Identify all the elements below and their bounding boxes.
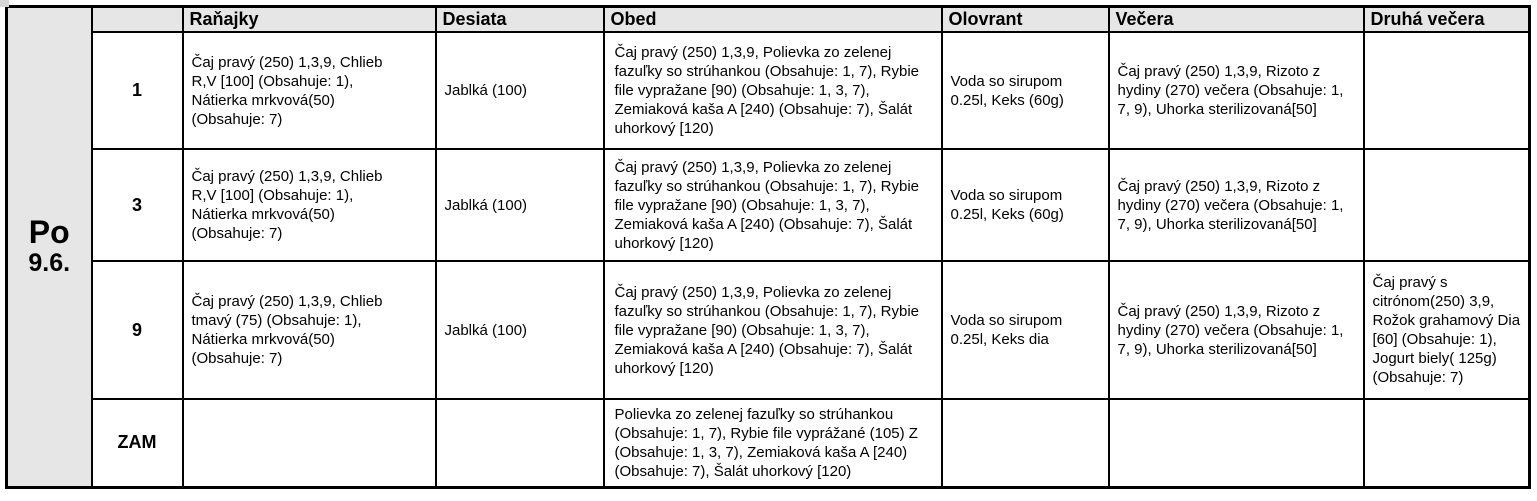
header-obed: Obed <box>604 7 942 33</box>
meal-cell-desiata-zam <box>436 399 604 487</box>
meal-cell-vecera-zam <box>1109 399 1364 487</box>
meal-cell-vecera-9: Čaj pravý (250) 1,3,9, Rizoto z hydiny (270) večera (Obsahuje: 1, 7, 9), Uhorka sterilizovaná[50] <box>1109 261 1364 399</box>
header-ranajky: Raňajky <box>183 7 436 33</box>
meal-cell-ranajky-zam <box>183 399 436 487</box>
meal-cell-vecera-3: Čaj pravý (250) 1,3,9, Rizoto z hydiny (270) večera (Obsahuje: 1, 7, 9), Uhorka sterilizovaná[50] <box>1109 149 1364 261</box>
meal-cell-druha-vecera-3 <box>1364 149 1530 261</box>
meal-cell-desiata-3: Jablká (100) <box>436 149 604 261</box>
header-druha-vecera: Druhá večera <box>1364 7 1530 33</box>
meal-cell-ranajky-3: Čaj pravý (250) 1,3,9, Chlieb R,V [100] (Obsahuje: 1), Nátierka mrkvová(50) (Obsahuje: 7) <box>183 149 436 261</box>
diet-row-9 <box>7 261 1530 399</box>
meal-cell-obed-zam: Polievka zo zelenej fazuľky so strúhankou (Obsahuje: 1, 7), Rybie file vyprážané (105) Z (Obsahuje: 1, 3, 7), Zemiaková kaša A [240) (Obsahuje: 7), Šalát uhorkový [120) <box>604 399 942 487</box>
header-desiata: Desiata <box>436 7 604 33</box>
diet-label-9: 9 <box>92 261 183 399</box>
page-corner-artifact <box>0 0 9 7</box>
meal-plan-table <box>5 5 1531 489</box>
header-blank <box>92 7 183 33</box>
meal-cell-olovrant-1: Voda so sirupom 0.25l, Keks (60g) <box>942 32 1109 149</box>
meal-cell-olovrant-zam <box>942 399 1109 487</box>
meal-cell-obed-1: Čaj pravý (250) 1,3,9, Polievka zo zelenej fazuľky so strúhankou (Obsahuje: 1, 7), Rybie file vypražane [90) (Obsahuje: 1, 3, 7), Zemiaková kaša A [240) (Obsahuje: 7), Šalát uhorkový [120) <box>604 32 942 149</box>
day-abbreviation: Po <box>28 213 70 250</box>
meal-cell-obed-3: Čaj pravý (250) 1,3,9, Polievka zo zelenej fazuľky so strúhankou (Obsahuje: 1, 7), Rybie file vypražane [90) (Obsahuje: 1, 3, 7), Zemiaková kaša A [240) (Obsahuje: 7), Šalát uhorkový [120) <box>604 149 942 261</box>
diet-row-zam <box>7 399 1530 487</box>
day-cell <box>7 7 92 488</box>
diet-label-zam: ZAM <box>92 399 183 487</box>
meal-cell-vecera-1: Čaj pravý (250) 1,3,9, Rizoto z hydiny (270) večera (Obsahuje: 1, 7, 9), Uhorka sterilizovaná[50] <box>1109 32 1364 149</box>
day-date: 9.6. <box>28 248 71 277</box>
diet-label-1: 1 <box>92 32 183 149</box>
meal-cell-olovrant-3: Voda so sirupom 0.25l, Keks (60g) <box>942 149 1109 261</box>
meal-cell-obed-9: Čaj pravý (250) 1,3,9, Polievka zo zelenej fazuľky so strúhankou (Obsahuje: 1, 7), Rybie file vypražane [90) (Obsahuje: 1, 3, 7), Zemiaková kaša A [240) (Obsahuje: 7), Šalát uhorkový [120) <box>604 261 942 399</box>
header-row <box>7 7 1530 33</box>
meal-cell-druha-vecera-9: Čaj pravý s citrónom(250) 3,9, Rožok grahamový Dia [60] (Obsahuje: 1), Jogurt biely( 125g) (Obsahuje: 7) <box>1364 261 1530 399</box>
meal-cell-druha-vecera-1 <box>1364 32 1530 149</box>
meal-cell-druha-vecera-zam <box>1364 399 1530 487</box>
meal-cell-olovrant-9: Voda so sirupom 0.25l, Keks dia <box>942 261 1109 399</box>
diet-row-3 <box>7 149 1530 261</box>
meal-cell-desiata-1: Jablká (100) <box>436 32 604 149</box>
diet-label-3: 3 <box>92 149 183 261</box>
header-vecera: Večera <box>1109 7 1364 33</box>
meal-cell-desiata-9: Jablká (100) <box>436 261 604 399</box>
diet-row-1 <box>7 32 1530 149</box>
meal-cell-ranajky-9: Čaj pravý (250) 1,3,9, Chlieb tmavý (75) (Obsahuje: 1), Nátierka mrkvová(50) (Obsahuje: 7) <box>183 261 436 399</box>
header-olovrant: Olovrant <box>942 7 1109 33</box>
meal-cell-ranajky-1: Čaj pravý (250) 1,3,9, Chlieb R,V [100] (Obsahuje: 1), Nátierka mrkvová(50) (Obsahuje: 7) <box>183 32 436 149</box>
